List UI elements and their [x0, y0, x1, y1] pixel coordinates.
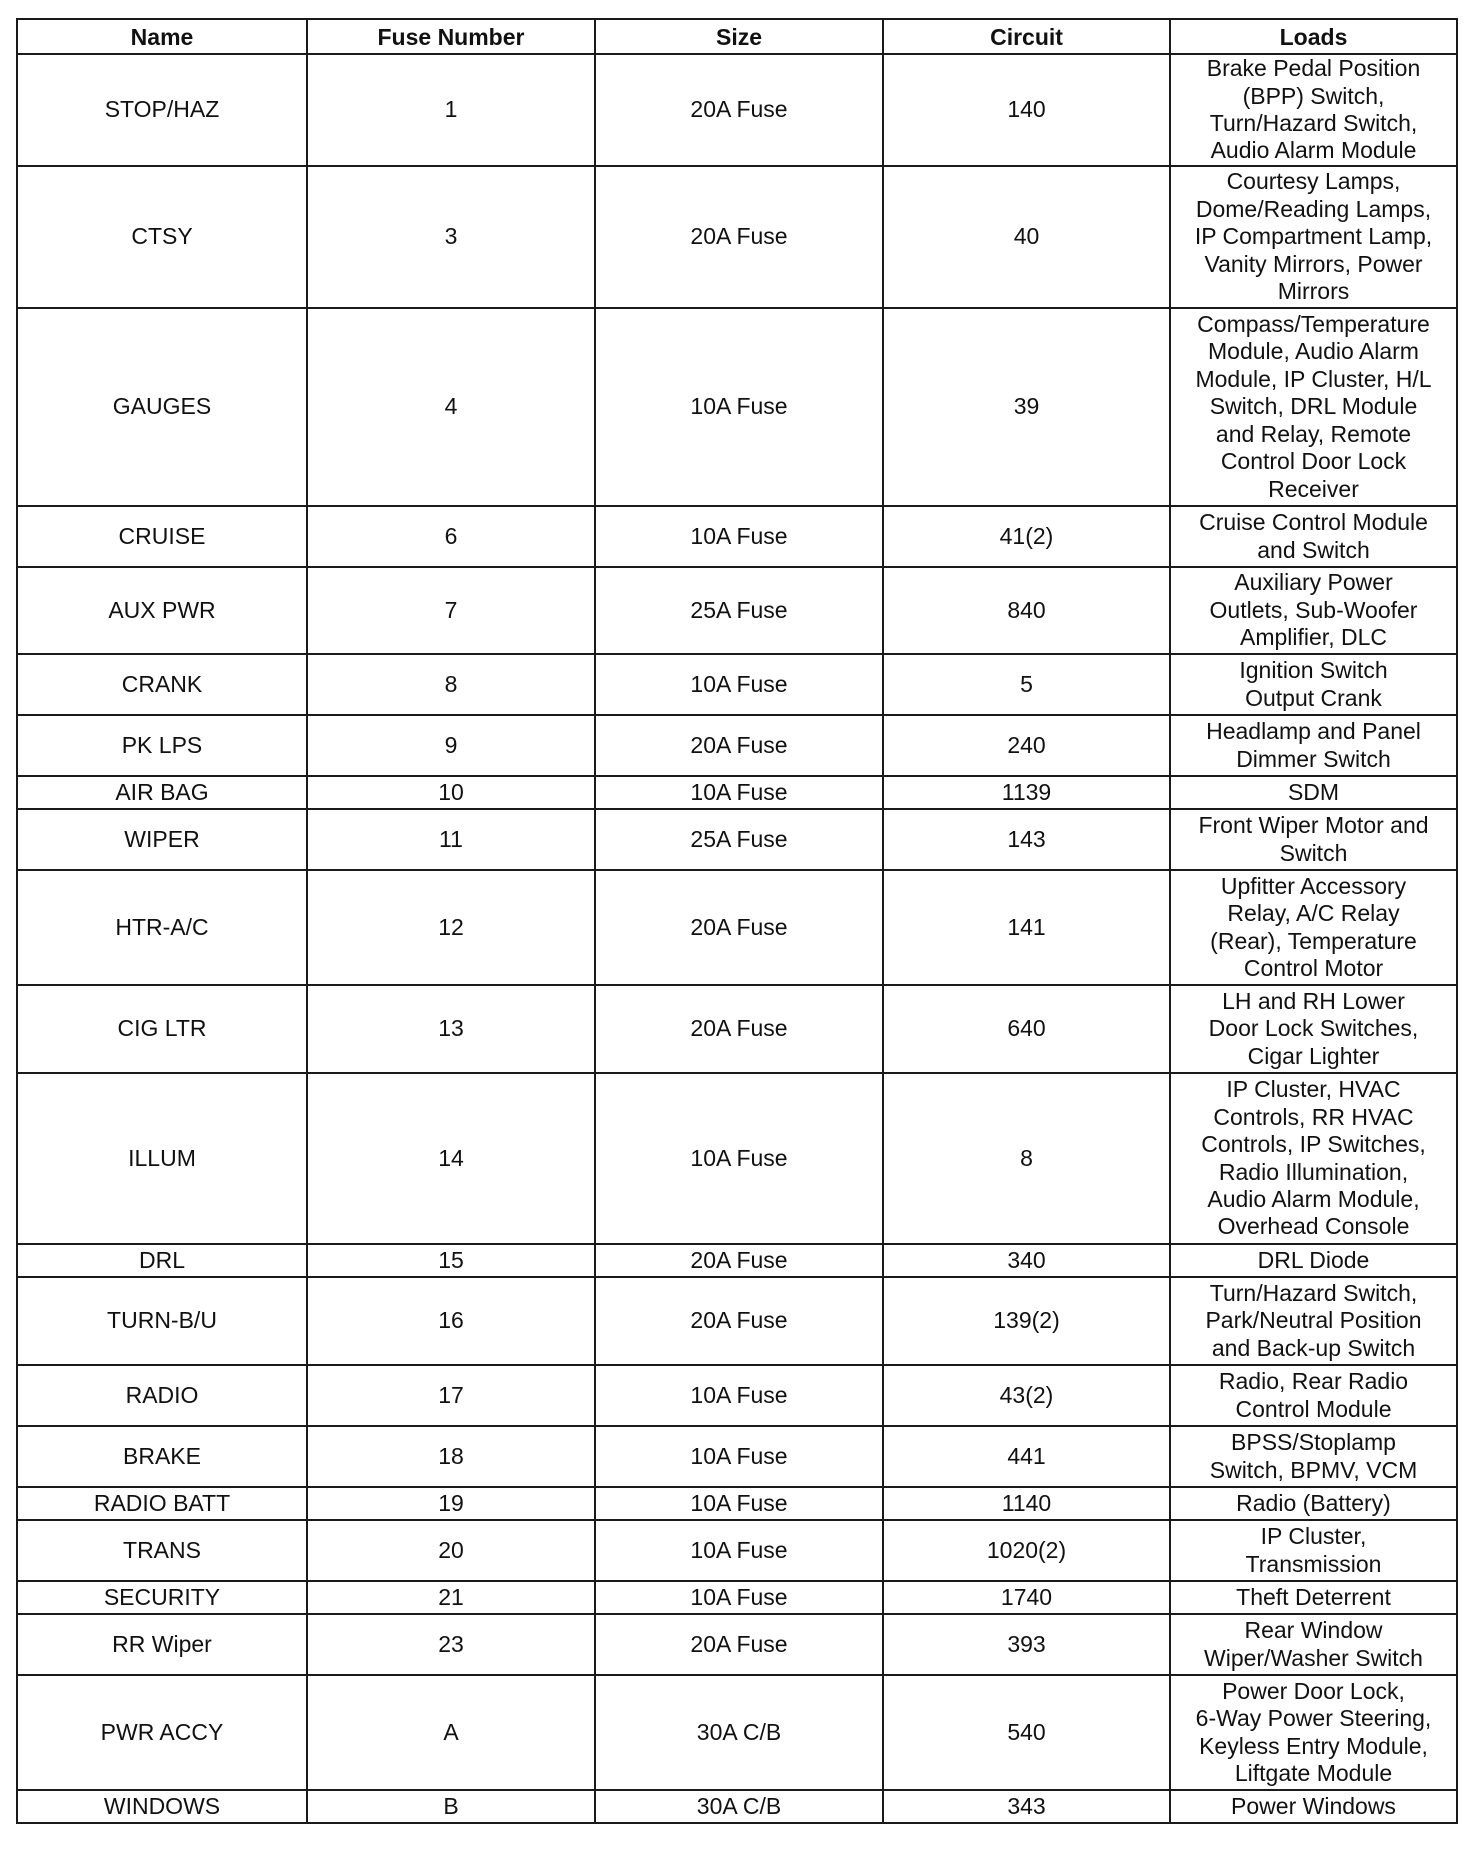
cell-circuit: 540 [883, 1675, 1170, 1790]
fuse-table-container [16, 18, 1456, 1824]
cell-circuit: 40 [883, 166, 1170, 308]
cell-loads: Cruise Control Module and Switch [1170, 506, 1457, 567]
cell-name: STOP/HAZ [17, 54, 307, 166]
cell-fuse-number: 14 [307, 1073, 595, 1244]
header-fuse-number: Fuse Number [307, 19, 595, 54]
cell-size: 30A C/B [595, 1790, 883, 1823]
cell-name: GAUGES [17, 308, 307, 506]
cell-size: 20A Fuse [595, 1244, 883, 1277]
cell-circuit: 139(2) [883, 1277, 1170, 1365]
cell-fuse-number: 20 [307, 1520, 595, 1581]
cell-size: 10A Fuse [595, 1520, 883, 1581]
cell-circuit: 240 [883, 715, 1170, 776]
cell-size: 10A Fuse [595, 308, 883, 506]
table-row [17, 1487, 1457, 1520]
cell-size: 10A Fuse [595, 654, 883, 715]
cell-size: 10A Fuse [595, 1581, 883, 1614]
cell-size: 20A Fuse [595, 54, 883, 166]
cell-circuit: 343 [883, 1790, 1170, 1823]
cell-fuse-number: B [307, 1790, 595, 1823]
cell-circuit: 143 [883, 809, 1170, 870]
cell-loads: Power Door Lock, 6-Way Power Steering, Keyless Entry Module, Liftgate Module [1170, 1675, 1457, 1790]
cell-name: TRANS [17, 1520, 307, 1581]
cell-size: 20A Fuse [595, 1614, 883, 1675]
cell-name: PK LPS [17, 715, 307, 776]
cell-size: 30A C/B [595, 1675, 883, 1790]
cell-circuit: 441 [883, 1426, 1170, 1487]
cell-name: AUX PWR [17, 567, 307, 654]
cell-circuit: 140 [883, 54, 1170, 166]
cell-fuse-number: 21 [307, 1581, 595, 1614]
cell-name: AIR BAG [17, 776, 307, 809]
cell-name: TURN-B/U [17, 1277, 307, 1365]
cell-circuit: 1140 [883, 1487, 1170, 1520]
cell-size: 20A Fuse [595, 715, 883, 776]
table-row [17, 1581, 1457, 1614]
cell-fuse-number: 15 [307, 1244, 595, 1277]
cell-name: WIPER [17, 809, 307, 870]
cell-size: 20A Fuse [595, 870, 883, 985]
table-row [17, 1675, 1457, 1790]
cell-size: 20A Fuse [595, 1277, 883, 1365]
cell-size: 25A Fuse [595, 567, 883, 654]
cell-fuse-number: 10 [307, 776, 595, 809]
cell-size: 10A Fuse [595, 506, 883, 567]
cell-name: ILLUM [17, 1073, 307, 1244]
cell-loads: Headlamp and Panel Dimmer Switch [1170, 715, 1457, 776]
cell-name: HTR-A/C [17, 870, 307, 985]
cell-size: 25A Fuse [595, 809, 883, 870]
cell-fuse-number: 3 [307, 166, 595, 308]
table-row [17, 1790, 1457, 1823]
cell-name: WINDOWS [17, 1790, 307, 1823]
table-header-row [17, 19, 1457, 54]
cell-size: 10A Fuse [595, 1426, 883, 1487]
cell-fuse-number: 4 [307, 308, 595, 506]
cell-loads: Brake Pedal Position (BPP) Switch, Turn/Hazard Switch, Audio Alarm Module [1170, 54, 1457, 166]
cell-size: 10A Fuse [595, 776, 883, 809]
cell-circuit: 840 [883, 567, 1170, 654]
cell-loads: Front Wiper Motor and Switch [1170, 809, 1457, 870]
cell-name: CRUISE [17, 506, 307, 567]
cell-fuse-number: 17 [307, 1365, 595, 1426]
cell-circuit: 39 [883, 308, 1170, 506]
cell-loads: DRL Diode [1170, 1244, 1457, 1277]
table-row [17, 715, 1457, 776]
header-circuit: Circuit [883, 19, 1170, 54]
cell-size: 10A Fuse [595, 1365, 883, 1426]
table-row [17, 654, 1457, 715]
cell-name: DRL [17, 1244, 307, 1277]
cell-name: CIG LTR [17, 985, 307, 1073]
cell-fuse-number: 16 [307, 1277, 595, 1365]
cell-name: CRANK [17, 654, 307, 715]
table-row [17, 166, 1457, 308]
cell-circuit: 393 [883, 1614, 1170, 1675]
cell-fuse-number: 11 [307, 809, 595, 870]
cell-circuit: 8 [883, 1073, 1170, 1244]
cell-fuse-number: A [307, 1675, 595, 1790]
cell-fuse-number: 18 [307, 1426, 595, 1487]
cell-circuit: 340 [883, 1244, 1170, 1277]
cell-name: SECURITY [17, 1581, 307, 1614]
fuse-table [16, 18, 1458, 1824]
table-row [17, 54, 1457, 166]
cell-loads: Auxiliary Power Outlets, Sub-Woofer Amplifier, DLC [1170, 567, 1457, 654]
table-row [17, 1244, 1457, 1277]
cell-loads: IP Cluster, HVAC Controls, RR HVAC Controls, IP Switches, Radio Illumination, Audio Alarm Module, Overhead Console [1170, 1073, 1457, 1244]
cell-name: CTSY [17, 166, 307, 308]
table-row [17, 1365, 1457, 1426]
cell-size: 10A Fuse [595, 1487, 883, 1520]
cell-name: RADIO [17, 1365, 307, 1426]
cell-loads: Upfitter Accessory Relay, A/C Relay (Rear), Temperature Control Motor [1170, 870, 1457, 985]
cell-loads: SDM [1170, 776, 1457, 809]
cell-loads: IP Cluster, Transmission [1170, 1520, 1457, 1581]
cell-name: RR Wiper [17, 1614, 307, 1675]
cell-loads: Ignition Switch Output Crank [1170, 654, 1457, 715]
cell-size: 20A Fuse [595, 985, 883, 1073]
cell-loads: Theft Deterrent [1170, 1581, 1457, 1614]
table-row [17, 809, 1457, 870]
cell-fuse-number: 7 [307, 567, 595, 654]
table-row [17, 506, 1457, 567]
cell-fuse-number: 13 [307, 985, 595, 1073]
cell-circuit: 43(2) [883, 1365, 1170, 1426]
cell-fuse-number: 12 [307, 870, 595, 985]
header-size: Size [595, 19, 883, 54]
cell-loads: Power Windows [1170, 1790, 1457, 1823]
cell-circuit: 1020(2) [883, 1520, 1170, 1581]
table-row [17, 1426, 1457, 1487]
table-row [17, 1520, 1457, 1581]
cell-loads: Rear Window Wiper/Washer Switch [1170, 1614, 1457, 1675]
cell-circuit: 41(2) [883, 506, 1170, 567]
table-row [17, 1277, 1457, 1365]
cell-loads: Radio, Rear Radio Control Module [1170, 1365, 1457, 1426]
cell-loads: LH and RH Lower Door Lock Switches, Cigar Lighter [1170, 985, 1457, 1073]
cell-size: 10A Fuse [595, 1073, 883, 1244]
cell-fuse-number: 23 [307, 1614, 595, 1675]
cell-fuse-number: 8 [307, 654, 595, 715]
cell-fuse-number: 6 [307, 506, 595, 567]
cell-circuit: 1139 [883, 776, 1170, 809]
cell-loads: Courtesy Lamps, Dome/Reading Lamps, IP Compartment Lamp, Vanity Mirrors, Power Mirrors [1170, 166, 1457, 308]
table-row [17, 1614, 1457, 1675]
header-loads: Loads [1170, 19, 1457, 54]
cell-loads: Radio (Battery) [1170, 1487, 1457, 1520]
header-name: Name [17, 19, 307, 54]
cell-fuse-number: 1 [307, 54, 595, 166]
cell-fuse-number: 19 [307, 1487, 595, 1520]
table-row [17, 985, 1457, 1073]
cell-loads: Turn/Hazard Switch, Park/Neutral Position and Back-up Switch [1170, 1277, 1457, 1365]
cell-circuit: 640 [883, 985, 1170, 1073]
cell-size: 20A Fuse [595, 166, 883, 308]
cell-name: BRAKE [17, 1426, 307, 1487]
table-row [17, 308, 1457, 506]
cell-circuit: 1740 [883, 1581, 1170, 1614]
cell-circuit: 141 [883, 870, 1170, 985]
cell-fuse-number: 9 [307, 715, 595, 776]
cell-loads: BPSS/Stoplamp Switch, BPMV, VCM [1170, 1426, 1457, 1487]
table-row [17, 567, 1457, 654]
cell-circuit: 5 [883, 654, 1170, 715]
cell-name: RADIO BATT [17, 1487, 307, 1520]
table-row [17, 1073, 1457, 1244]
cell-name: PWR ACCY [17, 1675, 307, 1790]
table-row [17, 870, 1457, 985]
table-row [17, 776, 1457, 809]
cell-loads: Compass/Temperature Module, Audio Alarm Module, IP Cluster, H/L Switch, DRL Module and Relay, Remote Control Door Lock Receiver [1170, 308, 1457, 506]
